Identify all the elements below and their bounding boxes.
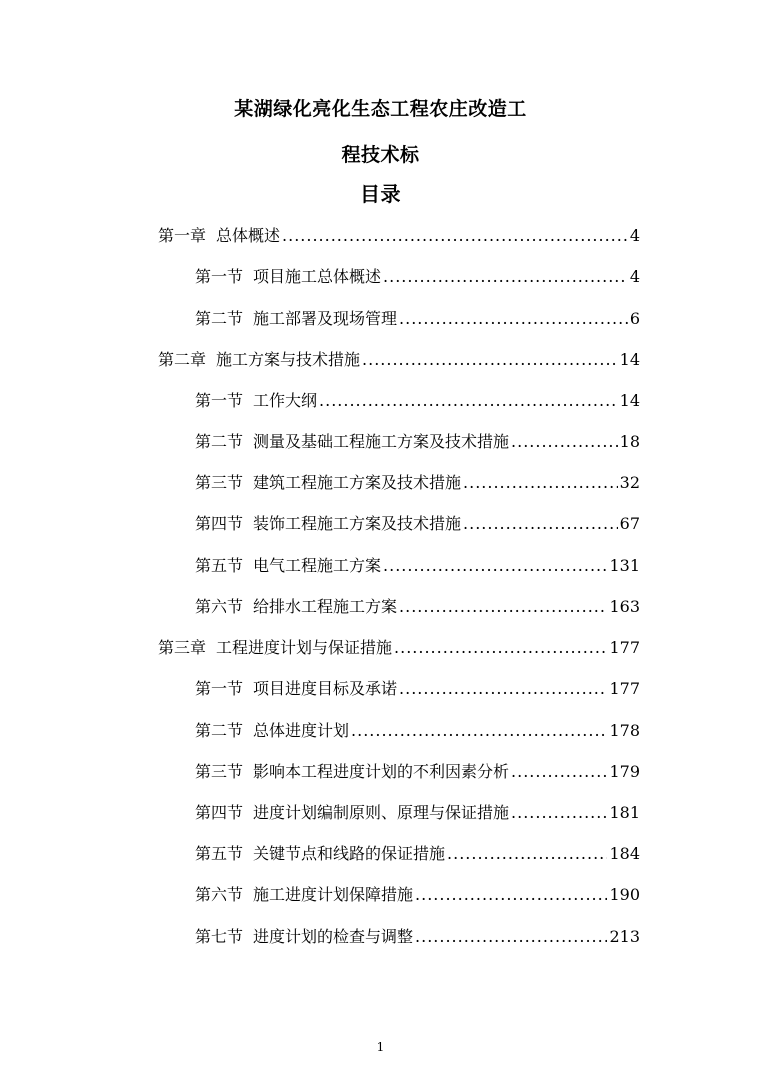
toc-entry-label: 第二节 [195,309,244,328]
toc-dot-leader [463,513,618,535]
toc-dot-leader [511,761,607,783]
toc-entry[interactable] [195,720,640,742]
toc-entry[interactable] [195,926,640,948]
toc-entry-title: 项目施工总体概述 [253,267,382,286]
toc-dot-leader [399,678,607,700]
toc-entry-page: 18 [619,432,640,451]
toc-entry[interactable] [195,761,640,783]
toc-entry-page: 6 [629,309,640,328]
toc-dot-leader [282,225,628,247]
toc-entry-title: 建筑工程施工方案及技术措施 [253,473,462,492]
toc-entry-label: 第一节 [195,391,244,410]
toc-entry[interactable] [195,308,640,330]
toc-entry-page: 67 [619,514,640,533]
toc-entry-title: 给排水工程施工方案 [253,597,398,616]
toc-entry-page: 32 [619,473,640,492]
toc-entry-title: 装饰工程施工方案及技术措施 [253,514,462,533]
toc-entry-page: 177 [609,679,640,698]
toc-entry-page: 213 [609,927,640,946]
toc-dot-leader [415,926,607,948]
toc-dot-leader [351,720,607,742]
toc-entry-title: 关键节点和线路的保证措施 [253,844,446,863]
toc-entry[interactable] [195,843,640,865]
toc-entry[interactable] [195,596,640,618]
toc-entry-title: 工作大纲 [253,391,318,410]
toc-entry-page: 190 [609,885,640,904]
toc-entry-title: 施工方案与技术措施 [216,350,361,369]
toc-entry-label: 第三章 [158,638,207,657]
toc-entry-label: 第七节 [195,927,244,946]
toc-entry-title: 工程进度计划与保证措施 [216,638,393,657]
toc-entry-label: 第四节 [195,514,244,533]
toc-entry-page: 14 [619,391,640,410]
toc-entry[interactable] [158,225,640,247]
toc-entry-title: 施工部署及现场管理 [253,309,398,328]
toc-entry-title: 进度计划的检查与调整 [253,927,414,946]
toc-entry-label: 第一节 [195,267,244,286]
toc-entry-title: 测量及基础工程施工方案及技术措施 [253,432,510,451]
toc-entry-label: 第四节 [195,803,244,822]
toc-entry[interactable] [195,555,640,577]
toc-dot-leader [394,637,607,659]
toc-dot-leader [447,843,607,865]
toc-entry-title: 项目进度目标及承诺 [253,679,398,698]
toc-dot-leader [319,390,618,412]
toc-entry-title: 总体概述 [216,226,281,245]
toc-entry-label: 第一章 [158,226,207,245]
toc-entry-page: 178 [609,721,640,740]
toc-entry-label: 第二节 [195,721,244,740]
document-title-line-2: 程技术标 [341,144,420,166]
toc-entry-label: 第二节 [195,432,244,451]
toc-entry-page: 4 [629,226,640,245]
toc-entry-page: 177 [609,638,640,657]
toc-dot-leader [399,596,607,618]
toc-entry-page: 163 [609,597,640,616]
toc-entry-page: 179 [609,762,640,781]
toc-dot-leader [383,266,628,288]
toc-entry-page: 4 [629,267,640,286]
toc-entry-label: 第二章 [158,350,207,369]
toc-entry[interactable] [158,349,640,371]
toc-dot-leader [362,349,618,371]
toc-entry-label: 第三节 [195,762,244,781]
toc-entry[interactable] [195,802,640,824]
toc-entry[interactable] [195,472,640,494]
toc-entry[interactable] [195,513,640,535]
toc-entry-title: 电气工程施工方案 [253,556,382,575]
toc-entry-label: 第六节 [195,597,244,616]
toc-dot-leader [511,802,607,824]
toc-entry[interactable] [195,431,640,453]
document-title-line-1: 某湖绿化亮化生态工程农庄改造工 [234,98,527,120]
toc-entry[interactable] [195,884,640,906]
toc-entry[interactable] [195,266,640,288]
toc-entry-page: 184 [609,844,640,863]
toc-dot-leader [463,472,618,494]
toc-entry-title: 影响本工程进度计划的不利因素分析 [253,762,510,781]
toc-entry-page: 181 [609,803,640,822]
toc-entry[interactable] [195,678,640,700]
toc-entry-label: 第五节 [195,844,244,863]
toc-entry-title: 总体进度计划 [253,721,350,740]
toc-dot-leader [415,884,607,906]
toc-entry-label: 第五节 [195,556,244,575]
toc-entry-label: 第三节 [195,473,244,492]
toc-entry[interactable] [158,637,640,659]
toc-entry-page: 131 [609,556,640,575]
page-number: 1 [376,1040,385,1054]
toc-dot-leader [399,308,628,330]
toc-heading: 目录 [360,182,401,206]
toc-dot-leader [383,555,607,577]
toc-entry-title: 施工进度计划保障措施 [253,885,414,904]
toc-entry-page: 14 [619,350,640,369]
toc-entry-title: 进度计划编制原则、原理与保证措施 [253,803,510,822]
toc-dot-leader [511,431,618,453]
toc-entry-label: 第六节 [195,885,244,904]
toc-entry-label: 第一节 [195,679,244,698]
toc-entry[interactable] [195,390,640,412]
